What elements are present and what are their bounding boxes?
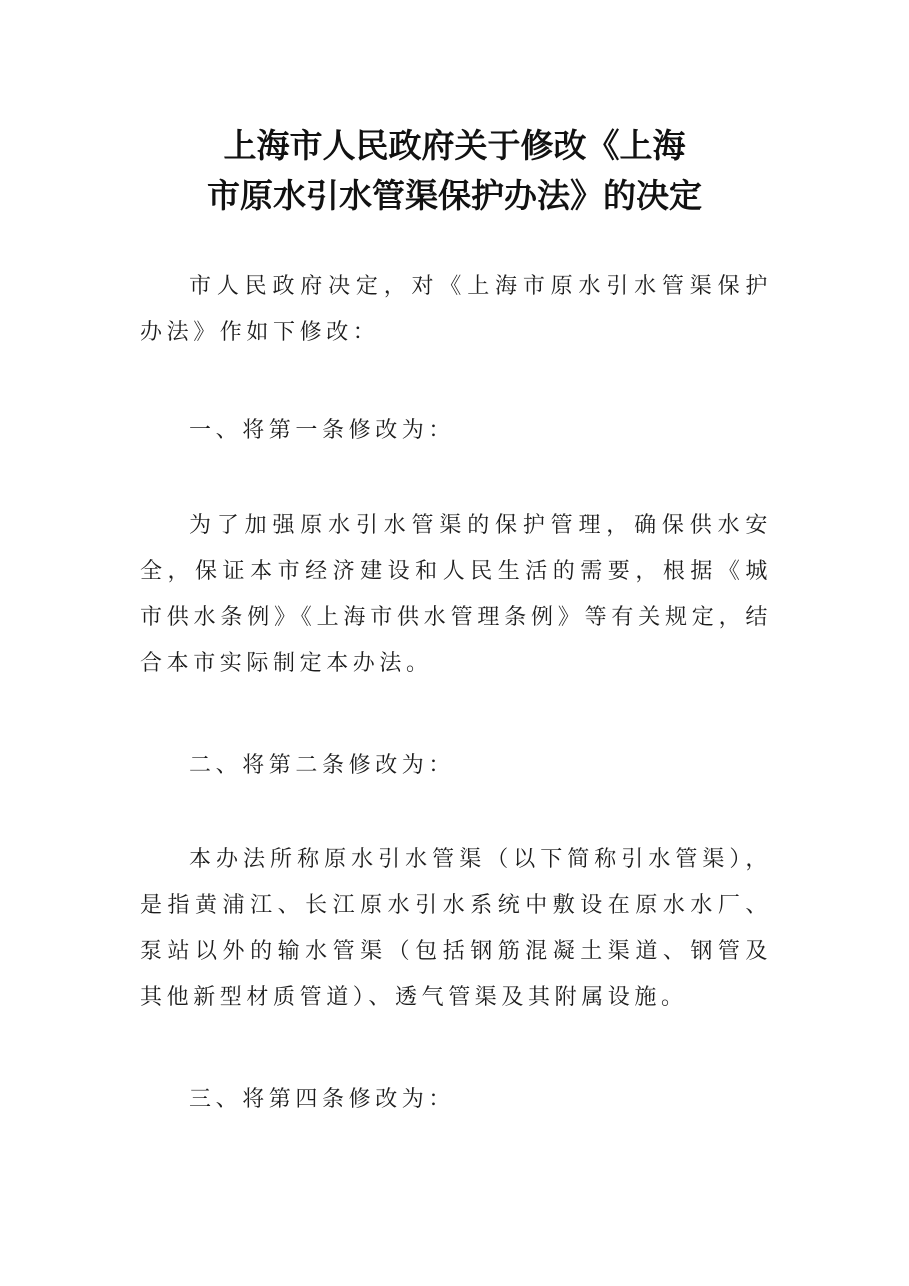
section-body-1: 为了加强原水引水管渠的保护管理，确保供水安全，保证本市经济建设和人民生活的需要，根据《城市供水条例》《上海市供水管理条例》等有关规定，结合本市实际制定本办法。 bbox=[140, 513, 772, 676]
section-body-2: 本办法所称原水引水管渠（以下简称引水管渠），是指黄浦江、长江原水引水系统中敷设在原水水厂、泵站以外的输水管渠（包括钢筋混凝土渠道、钢管及其他新型材质管道）、透气管渠及其附属设施。 bbox=[140, 847, 772, 1010]
section-heading-2: 二、将第二条修改为： bbox=[189, 753, 456, 778]
intro-paragraph: 市人民政府决定，对《上海市原水引水管渠保护办法》作如下修改： bbox=[140, 274, 772, 345]
section-heading-3: 三、将第四条修改为： bbox=[189, 1087, 456, 1112]
document-title-line-2: 市原水引水管渠保护办法》的决定 bbox=[207, 176, 702, 215]
section-heading-1: 一、将第一条修改为： bbox=[189, 418, 456, 443]
document-title-line-1: 上海市人民政府关于修改《上海 bbox=[223, 126, 686, 165]
